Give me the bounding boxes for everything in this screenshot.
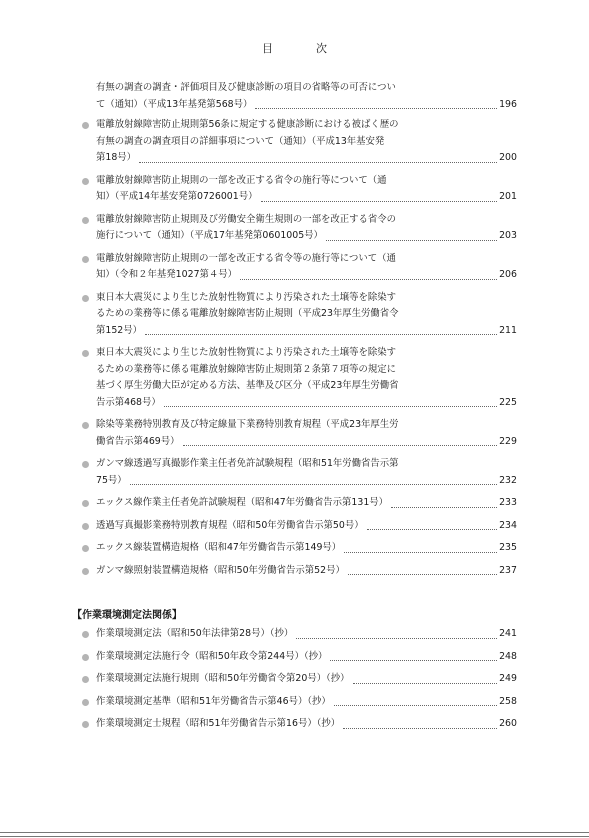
entry-title-line: 電離放射線障害防止規則第56条に規定する健康診断における被ばく歴の: [96, 119, 399, 130]
dot-leader: [139, 162, 497, 163]
dot-leader: [164, 406, 497, 407]
page-number: 233: [499, 497, 517, 508]
dot-leader: [330, 660, 497, 661]
entry-title-line: て（通知）（平成13年基発第568号）: [96, 98, 253, 110]
page-number: 234: [499, 519, 517, 531]
dot-leader: [130, 484, 497, 485]
entry-title-line: 第152号）: [96, 324, 143, 336]
dot-leader: [261, 201, 498, 202]
toc-entry: [0, 518, 517, 535]
entry-title-line: るための業務等に係る電離放射線障害防止規則（平成23年厚生労働省令: [96, 308, 399, 319]
entry-title-line: ガンマ線照射装置構造規格（昭和50年労働省告示第52号）: [96, 564, 345, 576]
entry-title-line: 東日本大震災により生じた放射性物質により汚染された土壌等を除染す: [96, 347, 397, 358]
entry-title-line: 作業環境測定法施行令（昭和50年政令第244号）（抄）: [96, 650, 328, 662]
bullet-icon: [82, 568, 89, 575]
page-number: 196: [499, 98, 517, 110]
dot-leader: [326, 240, 497, 241]
entry-title-line: 施行について（通知）（平成17年基発第0601005号）: [96, 230, 323, 241]
entry-title-line: エックス線装置構造規格（昭和47年労働省告示第149号）: [96, 542, 342, 553]
entry-title-line: 除染等業務特別教育及び特定線量下業務特別教育規程（平成23年厚生労: [96, 419, 399, 430]
page-number: 203: [499, 230, 517, 241]
bullet-icon: [82, 631, 89, 638]
bullet-icon: [82, 721, 89, 728]
dot-leader: [391, 507, 497, 508]
dot-leader: [353, 683, 498, 684]
page-number: 211: [499, 324, 517, 336]
dot-leader: [334, 705, 497, 706]
entry-title-line: 告示第468号）: [96, 396, 161, 408]
bullet-icon: [82, 256, 89, 263]
toc-entry: [0, 716, 517, 733]
page-number: 206: [499, 269, 517, 280]
page-number: 201: [499, 191, 517, 202]
toc-entry: [0, 80, 517, 113]
page-number: 241: [499, 628, 517, 639]
page-number: 229: [499, 435, 517, 447]
entry-title-line: 基づく厚生労働大臣が定める方法、基準及び区分（平成23年厚生労働省: [96, 380, 399, 391]
dot-leader: [344, 552, 497, 553]
bullet-icon: [82, 500, 89, 507]
entry-title-line: 作業環境測定法施行規則（昭和50年労働省令第20号）（抄）: [96, 673, 350, 684]
entry-title-line: 知）（令和２年基発1027第４号）: [96, 269, 238, 280]
entry-title-line: 電離放射線障害防止規則の一部を改正する省令の施行等について（通: [96, 174, 387, 186]
section-toc-entries: [0, 626, 589, 733]
bullet-icon: [82, 295, 89, 302]
bullet-icon: [82, 217, 89, 224]
bullet-icon: [82, 461, 89, 468]
bullet-icon: [82, 350, 89, 357]
dot-leader: [367, 529, 497, 530]
toc-entry: [0, 212, 517, 245]
bullet-icon: [82, 523, 89, 530]
section-heading: 【作業環境測定法関係】: [72, 610, 182, 621]
bullet-icon: [82, 178, 89, 185]
entry-title-line: 知）（平成14年基安発第0726001号）: [96, 191, 258, 202]
entry-title-line: 第18号）: [96, 152, 137, 163]
page-number: 232: [499, 474, 517, 486]
toc-entry: [0, 495, 517, 512]
entry-title-line: 有無の調査の調査項目の詳細事項について（通知）（平成13年基安発: [96, 135, 385, 147]
dot-leader: [296, 638, 497, 639]
dot-leader: [183, 445, 498, 446]
toc-entry: [0, 626, 517, 643]
toc-entry: [0, 251, 517, 284]
dot-leader: [255, 108, 497, 109]
toc-entry: [0, 563, 517, 580]
entry-title-line: 75号）: [96, 474, 127, 486]
page-title: 目 次: [262, 42, 343, 55]
bottom-rule: [0, 832, 589, 837]
entry-title-line: 透過写真撮影業務特別教育規程（昭和50年労働省告示第50号）: [96, 519, 364, 531]
toc-entry: [0, 117, 517, 167]
entry-title-line: 作業環境測定法（昭和50年法律第28号）（抄）: [96, 628, 294, 639]
bullet-icon: [82, 676, 89, 683]
entry-title-line: ガンマ線透過写真撮影作業主任者免許試験規程（昭和51年労働省告示第: [96, 458, 399, 469]
entry-title-line: 東日本大震災により生じた放射性物質により汚染された土壌等を除染す: [96, 291, 397, 303]
toc-entry: [0, 671, 517, 688]
page-number: 258: [499, 695, 517, 707]
toc-entry: [0, 694, 517, 711]
toc-entry: [0, 456, 517, 489]
entry-title-line: るための業務等に係る電離放射線障害防止規則第２条第７項等の規定に: [96, 363, 397, 375]
page-number: 237: [499, 564, 517, 576]
entry-title-line: 作業環境測定士規程（昭和51年労働省告示第16号）（抄）: [96, 718, 341, 729]
entry-title-line: 有無の調査の調査・評価項目及び健康診断の項目の省略等の可否につい: [96, 82, 396, 93]
page-number: 235: [499, 542, 517, 553]
entry-title-line: エックス線作業主任者免許試験規程（昭和47年労働省告示第131号）: [96, 497, 389, 508]
dot-leader: [240, 279, 497, 280]
page-number: 249: [499, 673, 517, 684]
bullet-icon: [82, 422, 89, 429]
bullet-icon: [82, 122, 89, 129]
toc-entry: [0, 649, 517, 666]
bullet-icon: [82, 654, 89, 661]
toc-entry: [0, 290, 517, 340]
entry-title-line: 働省告示第469号）: [96, 435, 180, 447]
dot-leader: [343, 728, 497, 729]
toc-entry: [0, 345, 517, 411]
entry-title-line: 作業環境測定基準（昭和51年労働省告示第46号）（抄）: [96, 695, 331, 707]
toc-entries: [0, 80, 589, 579]
bullet-icon: [82, 699, 89, 706]
bullet-icon: [82, 545, 89, 552]
entry-title-line: 電離放射線障害防止規則及び労働安全衛生規則の一部を改正する省令の: [96, 213, 397, 225]
page-number: 248: [499, 650, 517, 662]
toc-entry: [0, 540, 517, 557]
page-number: 200: [499, 152, 517, 163]
dot-leader: [348, 574, 497, 575]
dot-leader: [145, 334, 497, 335]
toc-entry: [0, 417, 517, 450]
page-number: 225: [499, 396, 517, 408]
page-number: 260: [499, 718, 517, 729]
entry-title-line: 電離放射線障害防止規則の一部を改正する省令等の施行等について（通: [96, 252, 396, 264]
toc-entry: [0, 173, 517, 206]
